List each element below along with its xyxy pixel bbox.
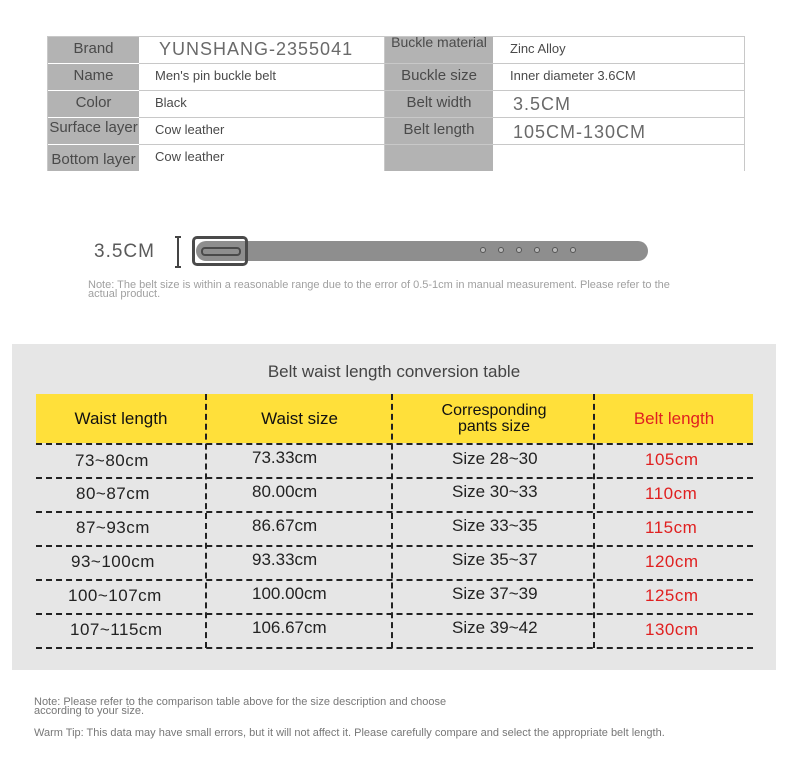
measurement-note: Note: The belt size is within a reasonable range due to the error of 0.5-1cm in manual measurement. Please refer to the actual product.	[88, 279, 670, 300]
product-spec-table	[47, 36, 745, 171]
cell-belt-length: 125cm	[645, 586, 699, 605]
spec-value-belt-length: 105CM-130CM	[493, 118, 744, 144]
row-divider	[36, 647, 753, 649]
header-pants-line2: pants size	[457, 417, 531, 435]
spec-label-brand: Brand	[48, 37, 139, 63]
belt-hole-icon	[534, 247, 540, 253]
cell-waist-length: 87~93cm	[76, 518, 150, 537]
cell-waist-length: 93~100cm	[71, 552, 155, 571]
header-pants-line1: Corresponding	[441, 401, 547, 419]
spec-value-color: Black	[139, 91, 385, 117]
spec-row	[48, 145, 744, 171]
cell-belt-length: 115cm	[645, 518, 698, 537]
spec-row	[48, 37, 744, 63]
cell-pants-size: Size 35~37	[452, 550, 538, 569]
buckle-prong-icon	[201, 247, 241, 256]
spec-label-name: Name	[48, 64, 139, 90]
conversion-table-panel	[12, 344, 776, 670]
spec-label-bottom-layer: Bottom layer	[48, 145, 139, 171]
header-waist-size: Waist size	[261, 408, 338, 428]
spec-value-name: Men's pin buckle belt	[139, 64, 385, 90]
cell-belt-length: 120cm	[645, 552, 699, 571]
spec-value-bottom-layer: Cow leather	[139, 145, 385, 171]
conversion-table-title: Belt waist length conversion table	[267, 362, 521, 381]
footer-warm-tip: Warm Tip: This data may have small errors, but it will not affect it. Please carefully compare and select the appropriate belt length.	[34, 727, 665, 739]
cell-belt-length: 105cm	[645, 450, 699, 469]
belt-hole-icon	[498, 247, 504, 253]
cell-pants-size: Size 28~30	[452, 449, 538, 468]
spec-label-empty	[385, 145, 493, 171]
spec-row	[48, 118, 744, 144]
spec-row	[48, 64, 744, 90]
spec-label-buckle-material: Buckle material	[385, 37, 493, 63]
spec-value-brand: YUNSHANG-2355041	[139, 37, 385, 63]
belt-hole-icon	[570, 247, 576, 253]
spec-value-buckle-size: Inner diameter 3.6CM	[493, 64, 744, 90]
spec-label-surface-layer: Surface layer	[48, 118, 139, 144]
column-divider	[391, 394, 393, 648]
spec-value-belt-width: 3.5CM	[493, 91, 744, 117]
belt-strap-illustration	[196, 241, 648, 261]
header-belt-length: Belt length	[633, 408, 715, 428]
cell-pants-size: Size 39~42	[452, 618, 538, 637]
cell-waist-size: 100.00cm	[252, 584, 327, 603]
cell-waist-size: 93.33cm	[252, 550, 318, 569]
belt-width-label: 3.5CM	[94, 241, 155, 262]
cell-pants-size: Size 37~39	[452, 584, 538, 603]
cell-belt-length: 130cm	[645, 620, 699, 639]
spec-label-color: Color	[48, 91, 139, 117]
spec-row	[48, 91, 744, 117]
cell-pants-size: Size 30~33	[452, 482, 538, 501]
cell-waist-size: 86.67cm	[252, 516, 318, 535]
cell-waist-length: 107~115cm	[70, 620, 163, 639]
column-divider	[205, 394, 207, 648]
cell-pants-size: Size 33~35	[452, 516, 538, 535]
cell-waist-size: 106.67cm	[252, 618, 327, 637]
belt-hole-icon	[480, 247, 486, 253]
cell-waist-length: 100~107cm	[68, 586, 162, 605]
cell-belt-length: 110cm	[645, 484, 698, 503]
footer-note: Note: Please refer to the comparison table above for the size description and choose according to your size.	[34, 696, 447, 717]
spec-value-buckle-material: Zinc Alloy	[493, 37, 744, 63]
cell-waist-size: 80.00cm	[252, 482, 318, 501]
cell-waist-size: 73.33cm	[252, 448, 318, 467]
spec-label-buckle-size: Buckle size	[385, 64, 493, 90]
spec-value-surface-layer: Cow leather	[139, 118, 385, 144]
header-pants-size	[393, 394, 595, 443]
belt-hole-icon	[552, 247, 558, 253]
spec-label-belt-length: Belt length	[385, 118, 493, 144]
header-waist-length: Waist length	[74, 408, 168, 428]
cell-waist-length: 73~80cm	[75, 451, 149, 470]
belt-hole-icon	[516, 247, 522, 253]
spec-value-empty	[493, 145, 744, 171]
spec-label-belt-width: Belt width	[385, 91, 493, 117]
column-divider	[593, 394, 595, 648]
cell-waist-length: 80~87cm	[76, 484, 150, 503]
width-bracket-icon	[175, 236, 181, 268]
